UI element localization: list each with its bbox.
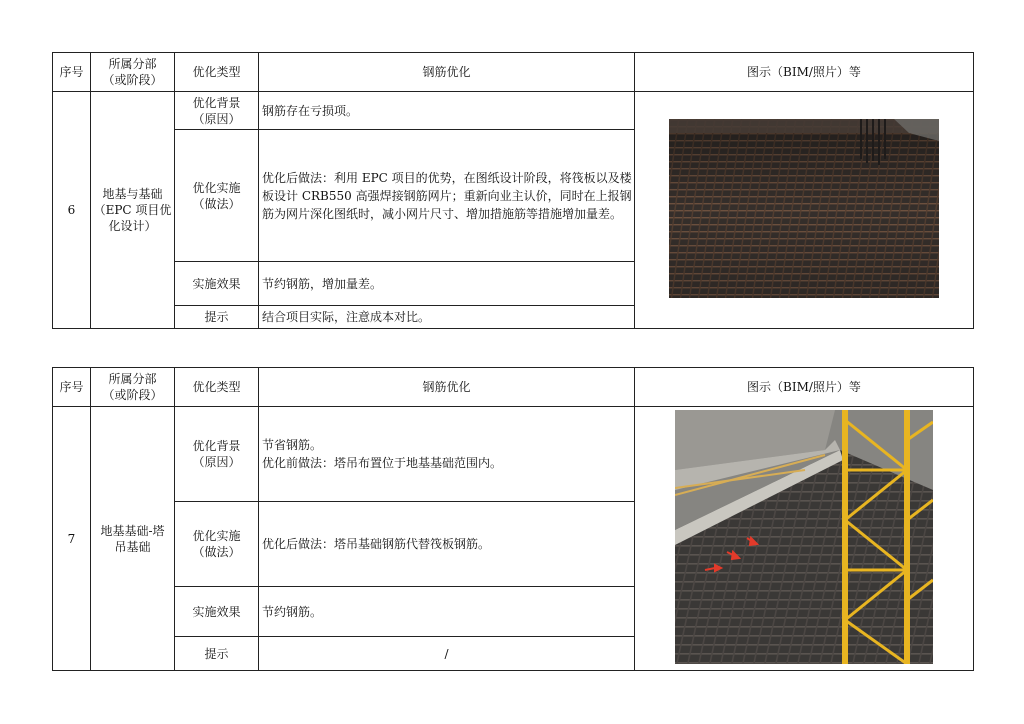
optimization-table-6	[52, 52, 974, 329]
item-division: 地基基础-塔 吊基础	[91, 407, 175, 671]
figure-cell	[635, 92, 974, 329]
item-division: 地基与基础 （EPC 项目优 化设计）	[91, 92, 175, 329]
figure-cell	[635, 407, 974, 671]
row-label-tip: 提示	[175, 637, 259, 671]
header-figure: 图示（BIM/照片）等	[635, 53, 974, 92]
row-label-implementation: 优化实施 （做法）	[175, 502, 259, 587]
row-label-background: 优化背景 （原因）	[175, 407, 259, 502]
effect-text: 节约钢筋。	[259, 587, 635, 637]
background-text: 节省钢筋。 优化前做法：塔吊布置位于地基基础范围内。	[259, 407, 635, 502]
row-label-effect: 实施效果	[175, 587, 259, 637]
table-header-row	[53, 368, 974, 407]
table-header-row	[53, 53, 974, 92]
table-row	[53, 407, 974, 502]
background-text: 钢筋存在亏损项。	[259, 92, 635, 130]
row-label-effect: 实施效果	[175, 262, 259, 306]
row-label-background: 优化背景 （原因）	[175, 92, 259, 130]
row-label-tip: 提示	[175, 306, 259, 329]
header-opt-type: 优化类型	[175, 368, 259, 407]
optimization-table-7	[52, 367, 974, 671]
effect-text: 节约钢筋，增加量差。	[259, 262, 635, 306]
header-index: 序号	[53, 53, 91, 92]
rebar-mesh-photo	[669, 119, 939, 298]
implementation-text: 优化后做法：塔吊基础钢筋代替筏板钢筋。	[259, 502, 635, 587]
implementation-text: 优化后做法：利用 EPC 项目的优势，在图纸设计阶段，将筏板以及楼板设计 CRB550 高强焊接钢筋网片；重新向业主认价，同时在上报钢筋为网片深化图纸时，减小网片尺寸、增加措施筋等措施增加量差。	[259, 130, 635, 262]
header-category: 钢筋优化	[259, 368, 635, 407]
tip-text: 结合项目实际，注意成本对比。	[259, 306, 635, 329]
header-opt-type: 优化类型	[175, 53, 259, 92]
item-index: 6	[53, 92, 91, 329]
header-division: 所属分部 （或阶段）	[91, 368, 175, 407]
item-index: 7	[53, 407, 91, 671]
header-division: 所属分部 （或阶段）	[91, 53, 175, 92]
header-category: 钢筋优化	[259, 53, 635, 92]
tower-crane-foundation-photo	[675, 410, 933, 664]
tip-text: /	[259, 637, 635, 671]
header-index: 序号	[53, 368, 91, 407]
header-figure: 图示（BIM/照片）等	[635, 368, 974, 407]
table-row	[53, 92, 974, 130]
row-label-implementation: 优化实施 （做法）	[175, 130, 259, 262]
